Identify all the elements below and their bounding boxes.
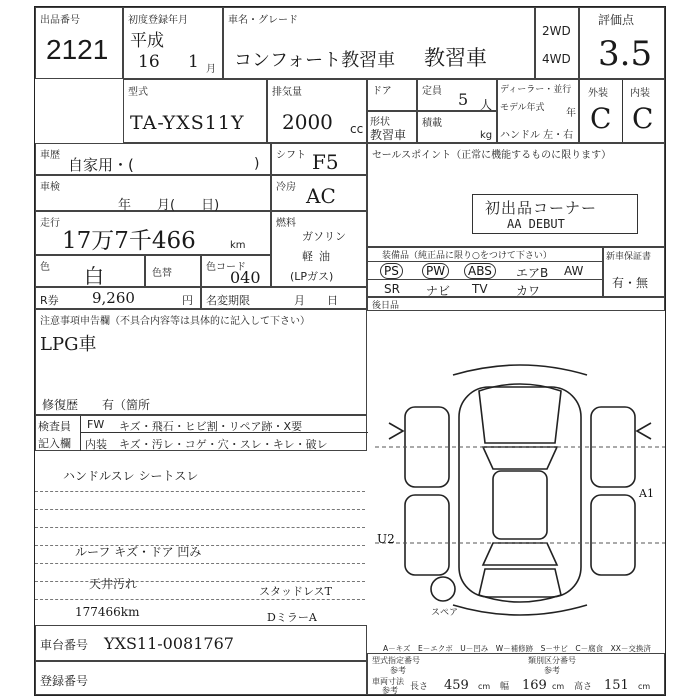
warranty-value: 有・無 — [612, 276, 649, 290]
equip-navi: ナビ — [426, 284, 451, 298]
interior-text: キズ・汚レ・コゲ・穴・スレ・キレ・破レ — [119, 438, 328, 451]
dealer-label: ディーラー・並行 — [500, 85, 572, 95]
shape-label: 形状 — [370, 117, 390, 128]
int-label: 内装 — [630, 88, 650, 99]
color-code-label: 色コード — [206, 262, 246, 273]
person-unit: 人 — [480, 98, 493, 112]
fuel-label: 燃料 — [276, 218, 296, 229]
int-grade: C — [632, 102, 654, 135]
car-damage-diagram — [375, 347, 665, 627]
first-registration-label: 初度登録年月 — [128, 15, 188, 26]
inspector-cell — [35, 415, 367, 451]
fw-text: キズ・飛石・ヒビ割・リペア跡・X要 — [119, 420, 303, 433]
drive-2wd: 2WD — [542, 24, 571, 38]
model-cell — [123, 79, 267, 143]
shift-cell — [271, 143, 367, 175]
first-registration-cell — [123, 7, 223, 79]
inspection-label: 車検 — [40, 182, 60, 193]
size-label: 車両寸法 — [372, 677, 404, 686]
history-cell — [35, 143, 271, 175]
fuel-lpg: (LPガス) — [290, 270, 334, 283]
right-side-rear — [591, 495, 635, 575]
rear-items-cell — [367, 297, 665, 311]
exhibit-number-cell — [35, 7, 123, 79]
debut-corner-label: 初出品コーナー — [485, 199, 598, 217]
fw-row — [80, 416, 368, 433]
rear-bumper — [453, 605, 587, 615]
interior-row — [80, 433, 368, 451]
debut-corner-box — [472, 194, 638, 234]
history-paren: ) — [254, 156, 260, 172]
dealer-cell — [497, 79, 579, 143]
equip-pw: PW — [422, 263, 449, 279]
rear-window — [483, 543, 557, 565]
inspector-label-1: 検査員 — [38, 420, 71, 433]
name-change-cell — [201, 287, 367, 309]
recycle-cell — [35, 287, 201, 309]
dash-line — [35, 599, 365, 600]
length-value: 459 — [444, 678, 469, 693]
rating-cell — [579, 7, 665, 79]
width-value: 169 — [522, 678, 547, 693]
drive-4wd: 4WD — [542, 52, 571, 66]
color-label: 色 — [40, 262, 50, 273]
name-grade: コンフォート教習車 — [234, 50, 396, 71]
color-change-cell — [145, 255, 201, 287]
ref-2: 参考 — [544, 666, 560, 675]
fw-label: FW — [87, 418, 105, 431]
sales-point-label: セールスポイント（正常に機能するものに限ります） — [372, 150, 612, 161]
ext-grade: C — [590, 102, 612, 135]
color-change-label: 色替 — [152, 268, 172, 279]
recycle-label: R券 — [40, 294, 59, 307]
height-cm: cm — [638, 682, 651, 691]
shift-value: F5 — [312, 150, 339, 174]
equip-tv: TV — [472, 282, 488, 296]
displacement-cell — [267, 79, 367, 143]
windshield — [483, 447, 557, 469]
diagram-mark-u2: U2 — [377, 532, 395, 546]
class-label: 類別区分番号 — [528, 656, 576, 665]
equipment-row-2 — [368, 279, 602, 297]
dims-cell — [367, 653, 665, 695]
equipment-cell — [367, 247, 603, 297]
cc-unit: cc — [350, 122, 364, 136]
capacity-value: 5 — [458, 90, 469, 109]
history-label: 車歴 — [40, 150, 60, 161]
km-unit: km — [230, 240, 246, 251]
left-side-rear — [405, 495, 449, 575]
year-unit: 年 — [566, 108, 576, 119]
type-designation-label: 型式指定番号 — [372, 656, 420, 665]
length-label: 長さ — [410, 682, 429, 692]
mileage-value: 17万7千466 — [62, 228, 196, 254]
inspection-cell — [35, 175, 271, 211]
name-change-text: 月 日 — [294, 294, 338, 307]
model-label: 型式 — [128, 87, 148, 98]
month-unit: 月 — [206, 64, 216, 75]
length-cm: cm — [478, 682, 491, 691]
chassis-value: YXS11-0081767 — [104, 634, 234, 653]
handle-label: ハンドル 左・右 — [500, 130, 574, 141]
fuel-gasoline: ガソリン — [302, 230, 346, 243]
right-mirror — [637, 423, 651, 439]
notes-label: 注意事項申告欄（不具合内容等は具体的に記入して下さい） — [40, 316, 310, 327]
exhibit-number: 2121 — [46, 34, 109, 65]
inspection-text: 年 月( 日) — [118, 198, 220, 213]
ref-1: 参考 — [390, 666, 406, 675]
name-change-label: 名変期限 — [206, 294, 250, 307]
shape-value: 教習車 — [370, 128, 407, 142]
left-mirror — [389, 423, 403, 439]
door-cell — [367, 79, 417, 111]
name-grade-2: 教習車 — [424, 46, 487, 70]
dash-line — [35, 527, 365, 528]
exhibit-number-label: 出品番号 — [40, 15, 80, 26]
shift-label: シフト — [276, 150, 306, 161]
load-cell — [417, 111, 497, 143]
mileage-label: 走行 — [40, 218, 60, 229]
diagram-mark-a1: A1 — [639, 487, 654, 500]
handwritten-note: 天井汚れ — [89, 577, 138, 591]
equip-aw: AW — [564, 264, 584, 278]
ext-int-divider — [622, 80, 623, 142]
warranty-label: 新車保証書 — [606, 252, 652, 262]
width-cm: cm — [552, 682, 565, 691]
kg-unit: kg — [480, 130, 493, 141]
ac-value: AC — [306, 184, 336, 208]
debut-corner-sub: AA DEBUT — [507, 217, 565, 231]
front-bumper — [453, 365, 587, 375]
equipment-label: 装備品（純正品に限り○をつけて下さい） — [382, 251, 552, 261]
handwritten-note: 177466km — [75, 605, 140, 619]
dash-line — [35, 563, 365, 564]
fuel-diesel: 軽油 — [302, 250, 336, 263]
name-grade-label: 車名・グレード — [228, 15, 298, 26]
recycle-amount: 9,260 — [92, 289, 135, 307]
recycle-yen: 円 — [182, 294, 193, 307]
auction-sheet — [34, 6, 666, 696]
chassis-label: 車台番号 — [40, 638, 89, 652]
height-value: 151 — [604, 678, 629, 693]
roof — [493, 471, 547, 539]
model-year-label: モデル年式 — [500, 103, 545, 113]
dash-line — [35, 581, 365, 582]
spare-label: スペア — [431, 607, 459, 617]
dash-line — [35, 509, 365, 510]
equip-airbag: エアB — [516, 266, 549, 280]
equip-abs: ABS — [464, 263, 496, 279]
model-value: TA-YXS11Y — [130, 112, 245, 134]
load-label: 積載 — [422, 118, 442, 129]
handwritten-note: ハンドルスレ シートスレ — [63, 469, 199, 483]
mileage-cell — [35, 211, 271, 255]
sales-point-cell — [367, 143, 665, 247]
damage-legend: A－キズ E－エクボ U－凹み W－補修跡 S－サビ C－腐食 XX－交換済 — [383, 644, 651, 653]
ext-int-cell — [579, 79, 665, 143]
rating-label: 評価点 — [598, 13, 635, 27]
reg-no-cell — [35, 661, 367, 695]
shape-cell — [367, 111, 417, 143]
fuel-cell — [271, 211, 367, 287]
color-code-cell — [201, 255, 271, 287]
door-label: ドア — [372, 86, 392, 97]
inspector-label-2: 記入欄 — [38, 437, 71, 450]
capacity-cell — [417, 79, 497, 111]
repair-history-label: 修復歴 有（箇所 — [42, 398, 151, 412]
history-value: 自家用・( — [68, 156, 134, 174]
color-value: 白 — [84, 264, 104, 288]
reg-no-label: 登録番号 — [40, 674, 89, 688]
equip-leather: カワ — [516, 284, 541, 298]
notes-cell — [35, 309, 367, 415]
interior-label: 内装 — [85, 438, 107, 451]
warranty-cell — [603, 247, 665, 297]
ext-label: 外装 — [588, 88, 608, 99]
capacity-label: 定員 — [422, 86, 442, 97]
displacement-label: 排気量 — [272, 87, 302, 98]
ref-3: 参考 — [382, 686, 398, 695]
name-grade-cell — [223, 7, 535, 79]
handwritten-note: DミラーA — [267, 611, 317, 624]
spare-tire — [431, 577, 455, 601]
equip-ps: PS — [380, 263, 403, 279]
displacement-value: 2000 — [282, 110, 333, 134]
color-code-value: 040 — [230, 268, 261, 287]
registration-month: 1 — [188, 52, 199, 72]
drive-cell — [535, 7, 579, 79]
rating-value: 3.5 — [598, 34, 653, 74]
era: 平成 — [130, 31, 164, 51]
rear-items-label: 後日品 — [372, 301, 400, 311]
equip-sr: SR — [384, 282, 400, 296]
notes-text: LPG車 — [40, 334, 97, 355]
handwritten-area — [35, 451, 367, 625]
ac-cell — [271, 175, 367, 211]
handwritten-note: ルーフ キズ・ドア 凹み — [75, 545, 202, 559]
hood — [479, 384, 561, 443]
dash-line — [35, 491, 365, 492]
handwritten-note: スタッドレスT — [259, 585, 333, 598]
width-label: 幅 — [500, 682, 510, 692]
height-label: 高さ — [574, 682, 593, 692]
registration-year: 16 — [138, 52, 160, 72]
ac-label: 冷房 — [276, 182, 296, 193]
equipment-row-1 — [368, 261, 602, 279]
color-cell — [35, 255, 145, 287]
chassis-cell — [35, 625, 367, 661]
